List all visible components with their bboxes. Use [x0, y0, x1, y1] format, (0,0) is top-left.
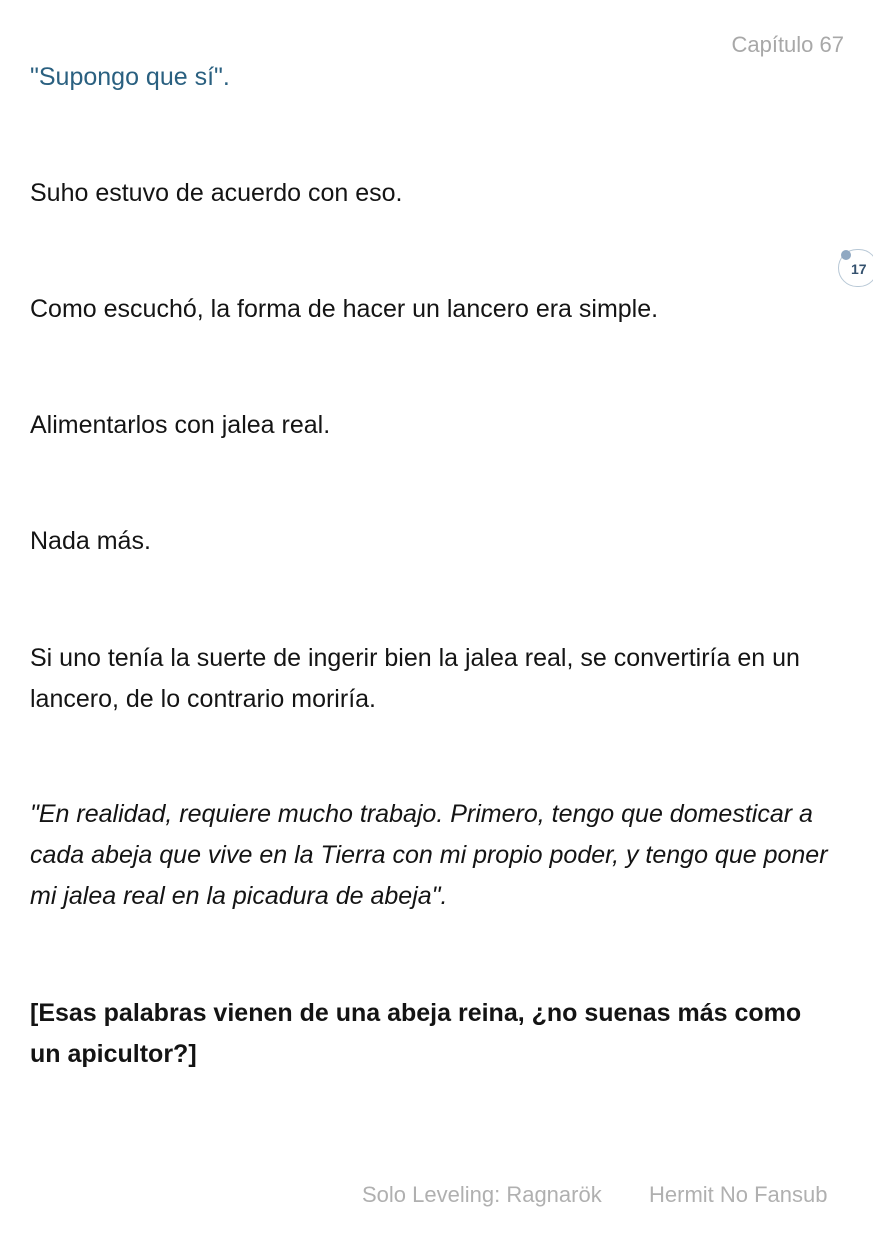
series-title: Solo Leveling: Ragnarök	[362, 1182, 602, 1207]
page-count-badge[interactable]	[838, 249, 873, 287]
indicator-dot-icon	[841, 250, 851, 260]
paragraph-system-message: [Esas palabras vienen de una abeja reina, ¿no suenas más como un apicultor?]	[30, 999, 802, 1068]
paragraph: Como escuchó, la forma de hacer un lancero era simple.	[30, 295, 659, 323]
paragraph: Alimentarlos con jalea real.	[30, 411, 331, 439]
paragraph-quote: "Supongo que sí".	[30, 63, 230, 91]
page-count: 17	[851, 261, 867, 277]
paragraph: Suho estuvo de acuerdo con eso.	[30, 179, 403, 207]
paragraph-italic-quote: "En realidad, requiere mucho trabajo. Primero, tengo que domesticar a cada abeja que vive en la Tierra con mi propio poder, y tengo que poner mi jalea real en la picadura de abeja".	[30, 800, 828, 910]
paragraph: Nada más.	[30, 527, 151, 555]
paragraph: Si uno tenía la suerte de ingerir bien la jalea real, se convertiría en un lancero, de lo contrario moriría.	[30, 644, 800, 713]
chapter-label: Capítulo 67	[731, 32, 844, 57]
translator-credit: Hermit No Fansub	[649, 1182, 828, 1207]
